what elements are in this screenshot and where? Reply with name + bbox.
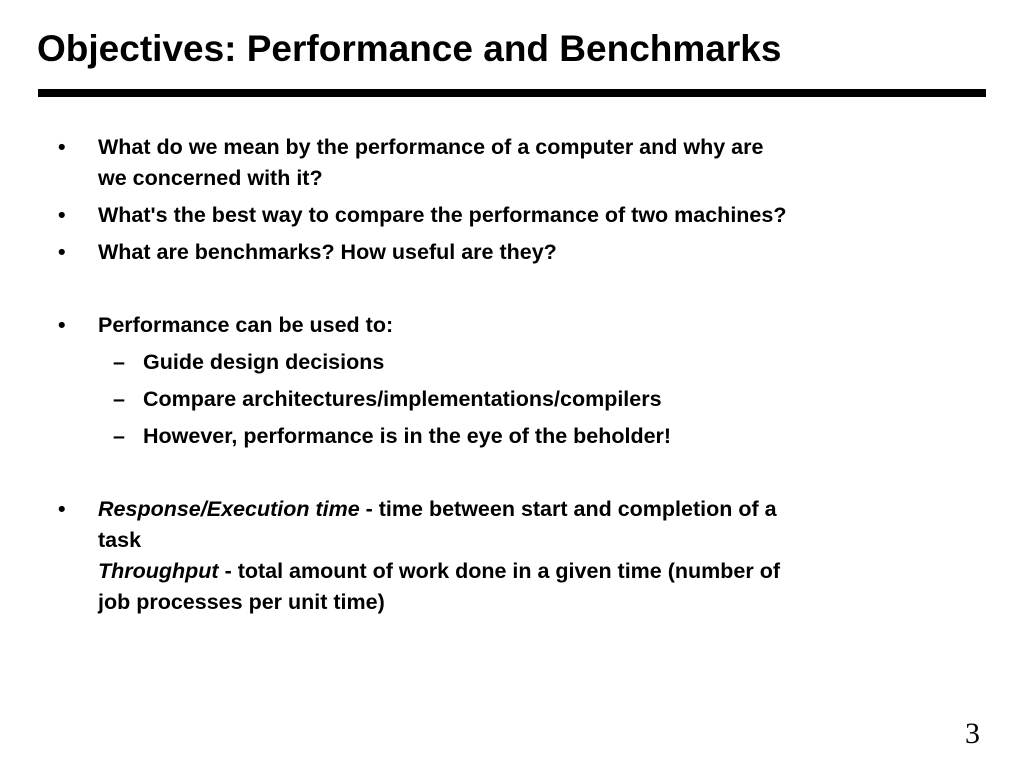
sub-bullet-marker: – xyxy=(113,387,125,411)
sub-bullet-marker: – xyxy=(113,350,125,374)
bullet-1-line-1: What do we mean by the performance of a computer and why are xyxy=(98,135,764,159)
bullet-5-line-2: task xyxy=(98,528,142,552)
bullet-marker: • xyxy=(58,203,66,227)
slide-title: Objectives: Performance and Benchmarks xyxy=(37,28,782,69)
bullet-marker: • xyxy=(58,240,66,264)
bullet-5-line-1 xyxy=(98,498,777,522)
term-response-execution-time: Response/Execution time xyxy=(98,497,360,521)
bullet-2-text: What's the best way to compare the performance of two machines? xyxy=(98,203,787,227)
bullet-marker: • xyxy=(58,135,66,159)
term-response-definition: - time between start and completion of a xyxy=(359,497,777,521)
bullet-4-text: Performance can be used to: xyxy=(98,313,394,337)
sub-bullet-2-text: Compare architectures/implementations/compilers xyxy=(143,387,662,411)
bullet-3-text: What are benchmarks? How useful are they? xyxy=(98,240,557,264)
page-number: 3 xyxy=(965,717,980,750)
sub-bullet-1-text: Guide design decisions xyxy=(143,350,385,374)
bullet-5-line-3 xyxy=(98,560,780,584)
term-throughput: Throughput xyxy=(98,559,219,583)
bullet-marker: • xyxy=(58,313,66,337)
bullet-1-line-2: we concerned with it? xyxy=(98,166,323,190)
sub-bullet-marker: – xyxy=(113,424,125,448)
sub-bullet-3-text: However, performance is in the eye of the beholder! xyxy=(143,424,672,448)
bullet-5-line-4: job processes per unit time) xyxy=(98,590,385,614)
term-throughput-definition: - total amount of work done in a given time (number of xyxy=(218,559,780,583)
bullet-marker: • xyxy=(58,497,66,521)
